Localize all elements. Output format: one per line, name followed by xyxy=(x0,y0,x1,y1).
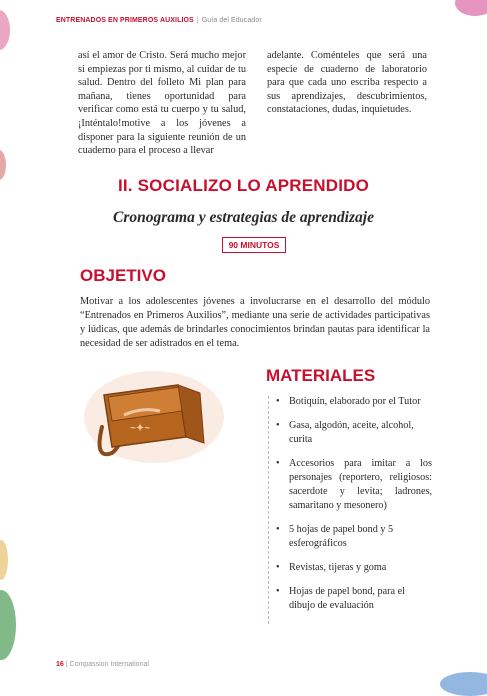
paint-splash-bottom-left-2 xyxy=(0,540,8,580)
header-section: ENTRENADOS EN PRIMEROS AUXILIOS xyxy=(56,17,194,24)
bullet: • xyxy=(276,419,280,431)
paint-splash-top-right xyxy=(455,0,487,16)
list-item xyxy=(276,419,432,447)
page-number: 16 xyxy=(56,661,64,668)
bag-illustration xyxy=(82,365,232,465)
materials-divider xyxy=(268,396,270,624)
material-text: Revistas, tijeras y goma xyxy=(289,562,387,574)
material-text: 5 hojas de papel bond y 5 esferográficos xyxy=(289,524,394,550)
running-header xyxy=(56,17,262,24)
body-right-column: adelante. Coménteles que será una especie de cuaderno de laboratorio para que cada uno escriba respecto a sus aprendizajes, descubrimientos, constataciones, dudas, inquietudes. xyxy=(267,50,427,116)
materials-title: MATERIALES xyxy=(266,366,376,385)
material-text: Gasa, algodón, aceite, alcohol, curita xyxy=(289,419,414,445)
svg-text:~✦~: ~✦~ xyxy=(130,423,151,434)
section-title: II. SOCIALIZO LO APRENDIDO xyxy=(117,176,370,195)
paint-splash-bottom-right xyxy=(440,672,487,696)
bullet: • xyxy=(276,586,280,597)
material-text: Botiquín, elaborado por el Tutor xyxy=(289,396,421,407)
page-footer xyxy=(56,661,149,668)
body-left-column: así el amor de Cristo. Será mucho mejor si empiezas por ti mismo, al cuidar de tu salud. Dentro del folleto Mi plan para mañana, tienes oportunidad para verificar como está tu cuerpo y tu salud, ¡Inténtalo!motive a los jóvenes a disponer para la siguiente reunión de un cuaderno para el proceso a llevar xyxy=(78,50,246,157)
bullet: • xyxy=(276,396,280,407)
list-item xyxy=(276,457,432,514)
header-separator: | xyxy=(196,17,199,24)
material-text: Accesorios para imitar a los personajes (reportero, religiosos: sacerdote y levita; ladrones, samaritano y mesonero) xyxy=(289,457,432,512)
header-guide: Guía del Educador xyxy=(201,17,262,24)
section-subtitle: Cronograma y estrategias de aprendizaje xyxy=(113,209,374,226)
paint-splash-bottom-left xyxy=(0,590,16,660)
material-text: Hojas de papel bond, para el dibujo de evaluación xyxy=(289,586,405,612)
list-item xyxy=(276,395,432,409)
objective-title: OBJETIVO xyxy=(80,266,166,285)
footer-separator: | xyxy=(65,661,68,668)
bullet: • xyxy=(276,524,280,536)
bullet: • xyxy=(276,562,280,574)
duration-badge: 90 MINUTOS xyxy=(222,237,286,253)
paint-splash-top-left xyxy=(0,10,10,50)
list-item xyxy=(276,523,432,551)
materials-list xyxy=(276,395,432,623)
list-item xyxy=(276,561,432,575)
footer-org: Compassion International xyxy=(69,661,149,668)
bullet: • xyxy=(276,457,280,469)
objective-text: Motivar a los adolescentes jóvenes a involucrarse en el desarrollo del módulo “Entrenados en Primeros Auxilios”, mediante una serie de actividades participativas y lúdicas, que además de brindarles conocimientos brindan pautas para identificar la necesidad de ser adistrados en el tema. xyxy=(80,296,430,349)
list-item xyxy=(276,585,432,613)
